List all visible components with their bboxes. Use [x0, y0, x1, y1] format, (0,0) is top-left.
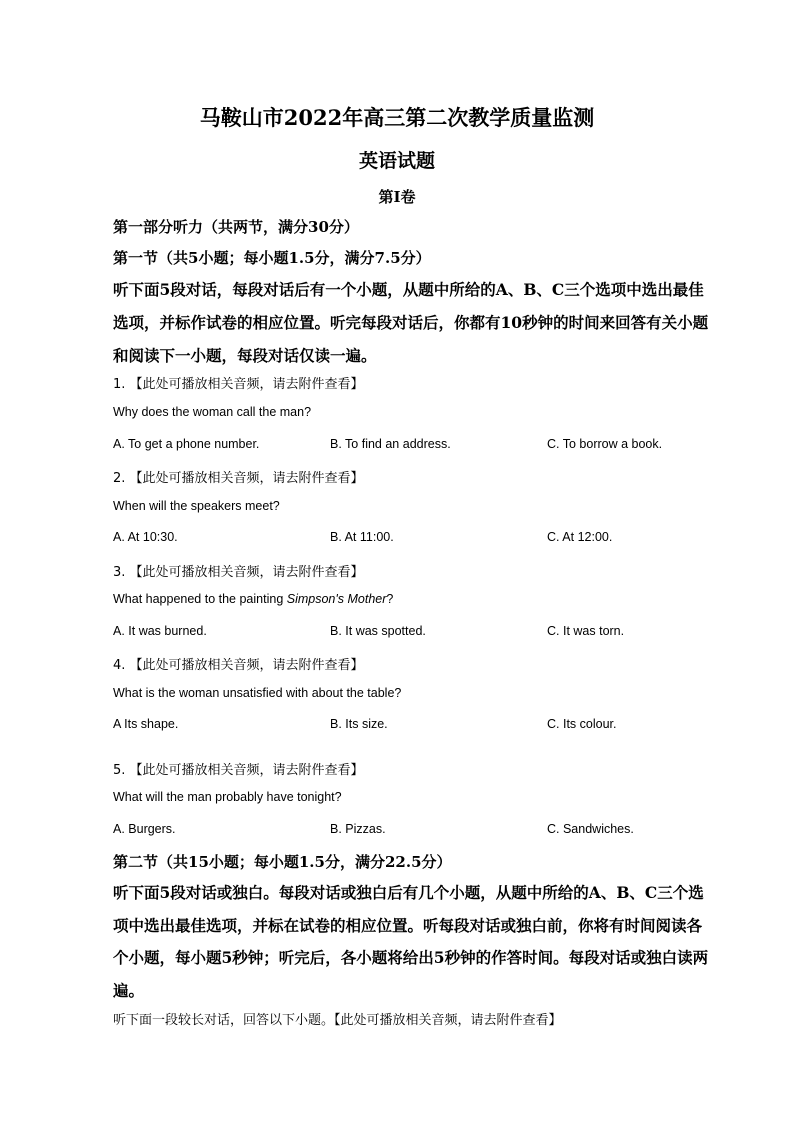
painting-title: Simpson's Mother: [286, 592, 387, 606]
audio-link[interactable]: 【此处可播放相关音频，请去附件查看】: [129, 565, 364, 580]
question-number: 3.: [113, 565, 126, 580]
question-number: 4.: [113, 658, 126, 673]
question-4-audio-note[interactable]: [113, 654, 364, 673]
section1-directions: 听下面5段对话，每段对话后有一个小题，从题中所给的A、B、C三个选项中选出最佳选项，并标作试卷的相应位置。听完每段对话后，你都有10秒钟的时间来回答有关小题和阅读下一小题，每段对话仅读一遍。: [113, 280, 709, 365]
question-4-option-a: A Its shape.: [113, 717, 179, 731]
part1-title: 第一部分听力（共两节，满分30分）: [113, 218, 359, 236]
question-1-audio-note[interactable]: [113, 373, 364, 392]
question-2-option-c: C. At 12:00.: [547, 530, 613, 544]
question-1-option-a: A. To get a phone number.: [113, 437, 260, 451]
section1-title: 第一节（共5小题；每小题1.5分，满分7.5分）: [113, 249, 431, 267]
question-number: 1.: [113, 377, 126, 392]
section2-directions: 听下面5段对话或独白。每段对话或独白后有几个小题，从题中所给的A、B、C三个选项中选出最佳选项，并标在试卷的相应位置。听每段对话或独白前，你将有时间阅读各个小题，每小题5秒钟；听完后，各小题将给出5秒钟的作答时间。每段对话或独白读两遍。: [113, 883, 709, 1000]
question-3-text: [113, 592, 393, 606]
question-1-text: Why does the woman call the man?: [113, 405, 312, 419]
question-number: 5.: [113, 763, 126, 778]
exam-title: 马鞍山市2022年高三第二次教学质量监测: [199, 105, 595, 130]
question-5-text: What will the man probably have tonight?: [113, 790, 342, 804]
question-5-option-c: C. Sandwiches.: [547, 822, 634, 836]
question-3-text-pre: What happened to the painting: [113, 592, 287, 606]
question-3-option-a: A. It was burned.: [113, 624, 207, 638]
exam-subject: 英语试题: [358, 150, 435, 172]
question-3-text-post: ?: [386, 592, 394, 606]
question-2-audio-note[interactable]: [113, 467, 364, 486]
audio-link[interactable]: 【此处可播放相关音频，请去附件查看】: [129, 377, 364, 392]
audio-link[interactable]: 【此处可播放相关音频，请去附件查看】: [129, 658, 364, 673]
question-number: 2.: [113, 471, 126, 486]
question-2-text: When will the speakers meet?: [113, 499, 280, 513]
audio-link[interactable]: 【此处可播放相关音频，请去附件查看】: [129, 763, 364, 778]
question-1-option-b: B. To find an address.: [330, 437, 451, 451]
question-5-option-b: B. Pizzas.: [330, 822, 386, 836]
exam-volume: 第I卷: [378, 188, 416, 206]
question-4-option-b: B. Its size.: [330, 717, 388, 731]
question-3-option-b: B. It was spotted.: [330, 624, 426, 638]
section2-intro[interactable]: 听下面一段较长对话，回答以下小题。【此处可播放相关音频，请去附件查看】: [113, 1013, 562, 1028]
question-4-option-c: C. Its colour.: [547, 717, 617, 731]
question-4-text: What is the woman unsatisfied with about the table?: [113, 686, 402, 700]
question-2-option-a: A. At 10:30.: [113, 530, 178, 544]
question-1-option-c: C. To borrow a book.: [547, 437, 663, 451]
section2-title: 第二节（共15小题；每小题1.5分，满分22.5分）: [113, 853, 452, 871]
question-2-option-b: B. At 11:00.: [330, 530, 394, 544]
question-3-audio-note[interactable]: [113, 561, 364, 580]
question-5-option-a: A. Burgers.: [113, 822, 176, 836]
question-3-option-c: C. It was torn.: [547, 624, 625, 638]
audio-link[interactable]: 【此处可播放相关音频，请去附件查看】: [129, 471, 364, 486]
question-5-audio-note[interactable]: [113, 759, 364, 778]
